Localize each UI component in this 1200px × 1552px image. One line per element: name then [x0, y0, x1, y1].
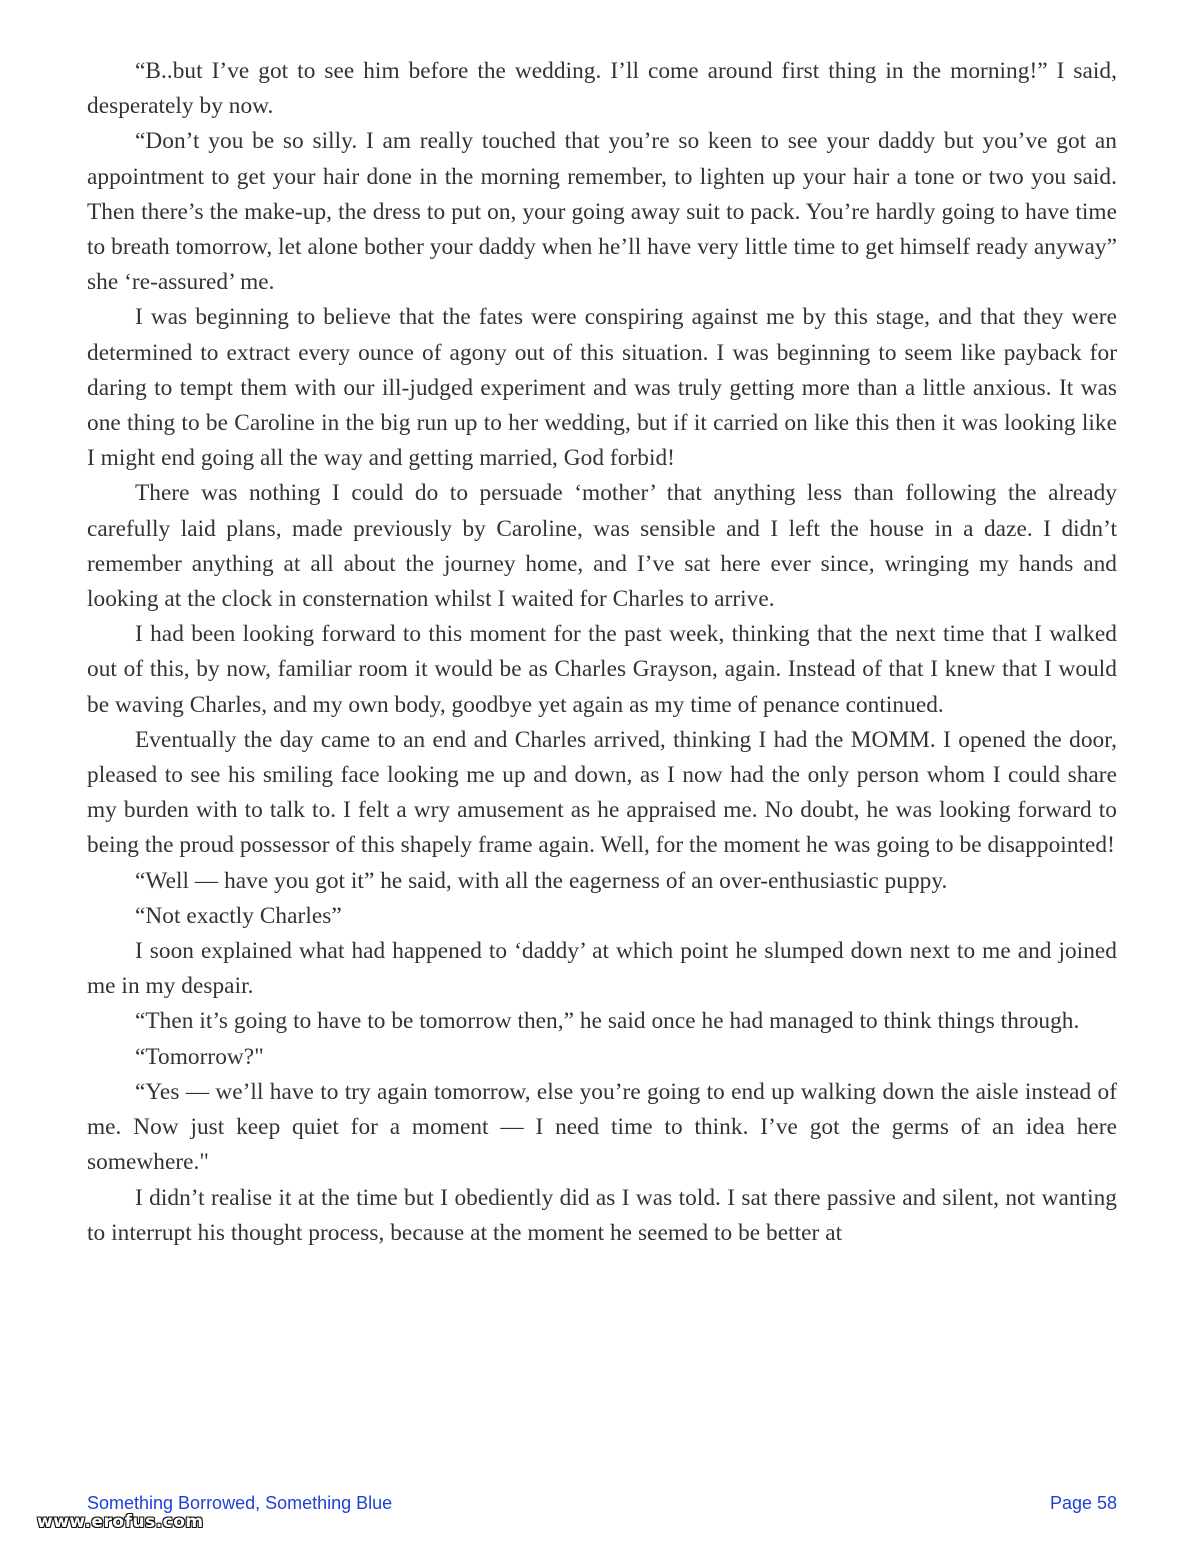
- paragraph-3: I was beginning to believe that the fates were conspiring against me by this stage, and that they were determined to extract every ounce of agony out of this situation. I was beginning to seem like payback for daring to tempt them with our ill-judged experiment and was truly getting more than a little anxious. It was one thing to be Caroline in the big run up to her wedding, but if it carried on like this then it was looking like I might end going all the way and getting married, God forbid!: [87, 304, 1117, 472]
- paragraph-5: I had been looking forward to this moment for the past week, thinking that the next time that I walked out of this, by now, familiar room it would be as Charles Grayson, again. Instead of that I knew that I would be waving Charles, and my own body, goodbye yet again as my time of penance continued.: [87, 621, 1117, 718]
- paragraph-13: I didn’t realise it at the time but I obediently did as I was told. I sat there passive and silent, not wanting to interrupt his thought process, because at the moment he seemed to be better at: [87, 1184, 1117, 1246]
- footer-page-number: Page 58: [1049, 1493, 1117, 1513]
- paragraph-6: Eventually the day came to an end and Charles arrived, thinking I had the MOMM. I opened the door, pleased to see his smiling face looking me up and down, as I now had the only person whom I could share my burden with to talk to. I felt a wry amusement as he appraised me. No doubt, he was looking forward to being the proud possessor of this shapely frame again. Well, for the moment he was going to be disappointed!: [87, 726, 1117, 859]
- paragraph-2: “Don’t you be so silly. I am really touched that you’re so keen to see your daddy but you’ve got an appointment to get your hair done in the morning remember, to lighten up your hair a tone or two you said. Then there’s the make-up, the dress to put on, your going away suit to pack. You’re hardly going to have time to breath tomorrow, let alone bother your daddy when he’ll have very little time to get himself ready anyway” she ‘re-assured’ me.: [87, 128, 1117, 296]
- paragraph-11: “Tomorrow?": [135, 1043, 264, 1070]
- paragraph-10: “Then it’s going to have to be tomorrow then,” he said once he had managed to think things through.: [135, 1008, 1080, 1035]
- watermark-text: www.erofus.com: [37, 1512, 204, 1532]
- paragraph-8: “Not exactly Charles”: [135, 902, 342, 929]
- paragraph-4: There was nothing I could do to persuade ‘mother’ that anything less than following the already carefully laid plans, made previously by Caroline, was sensible and I left the house in a daze. I didn’t remember anything at all about the journey home, and I’ve sat here ever since, wringing my hands and looking at the clock in consternation whilst I waited for Charles to arrive.: [87, 480, 1117, 613]
- page-footer: [87, 1493, 1117, 1523]
- footer-book-title: Something Borrowed, Something Blue: [87, 1493, 393, 1513]
- paragraph-9: I soon explained what had happened to ‘daddy’ at which point he slumped down next to me and joined me in my despair.: [87, 938, 1117, 1000]
- page-body: [87, 54, 1117, 1251]
- paragraph-7: “Well — have you got it” he said, with all the eagerness of an over-enthusiastic puppy.: [135, 867, 948, 894]
- paragraph-12: “Yes — we’ll have to try again tomorrow, else you’re going to end up walking down the aisle instead of me. Now just keep quiet for a moment — I need time to think. I’ve got the germs of an idea here somewhere.": [87, 1078, 1117, 1176]
- paragraph-1: “B..but I’ve got to see him before the wedding. I’ll come around first thing in the morning!” I said, desperately by now.: [87, 58, 1117, 120]
